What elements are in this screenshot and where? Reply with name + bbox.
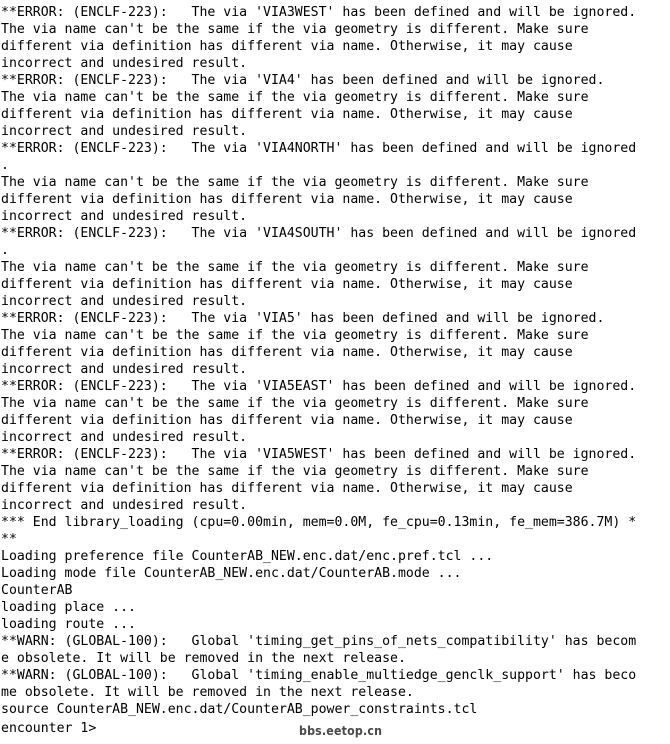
terminal-line: The via name can't be the same if the via geometry is different. Make sure <box>1 22 589 37</box>
terminal-line: different via definition has different via name. Otherwise, it may cause <box>1 39 573 54</box>
terminal-line: **WARN: (GLOBAL-100): Global 'timing_get_pins_of_nets_compatibility' has becom <box>1 634 637 649</box>
terminal-line: The via name can't be the same if the via geometry is different. Make sure <box>1 396 589 411</box>
terminal-line: incorrect and undesired result. <box>1 56 248 71</box>
terminal-line: incorrect and undesired result. <box>1 124 248 139</box>
terminal-line: source CounterAB_NEW.enc.dat/CounterAB_power_constraints.tcl <box>1 702 478 717</box>
terminal-line: Loading mode file CounterAB_NEW.enc.dat/CounterAB.mode ... <box>1 566 462 581</box>
terminal-line: different via definition has different via name. Otherwise, it may cause <box>1 277 573 292</box>
terminal-line: different via definition has different via name. Otherwise, it may cause <box>1 413 573 428</box>
terminal-output <box>1 4 669 735</box>
terminal-line: different via definition has different via name. Otherwise, it may cause <box>1 192 573 207</box>
terminal-line: **ERROR: (ENCLF-223): The via 'VIA3WEST' has been defined and will be ignored. <box>1 5 637 20</box>
terminal-line: incorrect and undesired result. <box>1 362 248 377</box>
terminal-line: **ERROR: (ENCLF-223): The via 'VIA4NORTH' has been defined and will be ignored <box>1 141 637 156</box>
terminal-line: incorrect and undesired result. <box>1 294 248 309</box>
terminal-line: incorrect and undesired result. <box>1 209 248 224</box>
terminal-line: CounterAB <box>1 583 73 598</box>
terminal-line: The via name can't be the same if the via geometry is different. Make sure <box>1 260 589 275</box>
prompt-text: encounter 1> <box>1 721 105 736</box>
terminal-line: **ERROR: (ENCLF-223): The via 'VIA5WEST' has been defined and will be ignored. <box>1 447 637 462</box>
terminal-line: **ERROR: (ENCLF-223): The via 'VIA4' has been defined and will be ignored. <box>1 73 605 88</box>
terminal-line: The via name can't be the same if the via geometry is different. Make sure <box>1 90 589 105</box>
watermark: bbs.eetop.cn <box>299 724 383 738</box>
command-input[interactable] <box>104 718 112 732</box>
terminal-line: **ERROR: (ENCLF-223): The via 'VIA4SOUTH' has been defined and will be ignored <box>1 226 637 241</box>
terminal-line: The via name can't be the same if the via geometry is different. Make sure <box>1 328 589 343</box>
terminal-line: . <box>1 158 9 173</box>
terminal-line: loading place ... <box>1 600 136 615</box>
terminal-line: different via definition has different via name. Otherwise, it may cause <box>1 107 573 122</box>
terminal-line: different via definition has different via name. Otherwise, it may cause <box>1 345 573 360</box>
terminal-line: incorrect and undesired result. <box>1 498 248 513</box>
terminal-line: different via definition has different via name. Otherwise, it may cause <box>1 481 573 496</box>
terminal-line: **ERROR: (ENCLF-223): The via 'VIA5EAST' has been defined and will be ignored. <box>1 379 637 394</box>
terminal-line: The via name can't be the same if the via geometry is different. Make sure <box>1 464 589 479</box>
terminal-line: e obsolete. It will be removed in the next release. <box>1 651 406 666</box>
terminal-line: me obsolete. It will be removed in the next release. <box>1 685 414 700</box>
terminal-line: loading route ... <box>1 617 136 632</box>
terminal-line: incorrect and undesired result. <box>1 430 248 445</box>
terminal-line: . <box>1 243 9 258</box>
terminal-line: **ERROR: (ENCLF-223): The via 'VIA5' has been defined and will be ignored. <box>1 311 605 326</box>
terminal-line: The via name can't be the same if the via geometry is different. Make sure <box>1 175 589 190</box>
terminal-line: Loading preference file CounterAB_NEW.enc.dat/enc.pref.tcl ... <box>1 549 494 564</box>
terminal-line: **WARN: (GLOBAL-100): Global 'timing_enable_multiedge_genclk_support' has beco <box>1 668 637 683</box>
terminal-line: ** <box>1 532 17 547</box>
terminal-line: *** End library_loading (cpu=0.00min, mem=0.0M, fe_cpu=0.13min, fe_mem=386.7M) * <box>1 515 637 530</box>
